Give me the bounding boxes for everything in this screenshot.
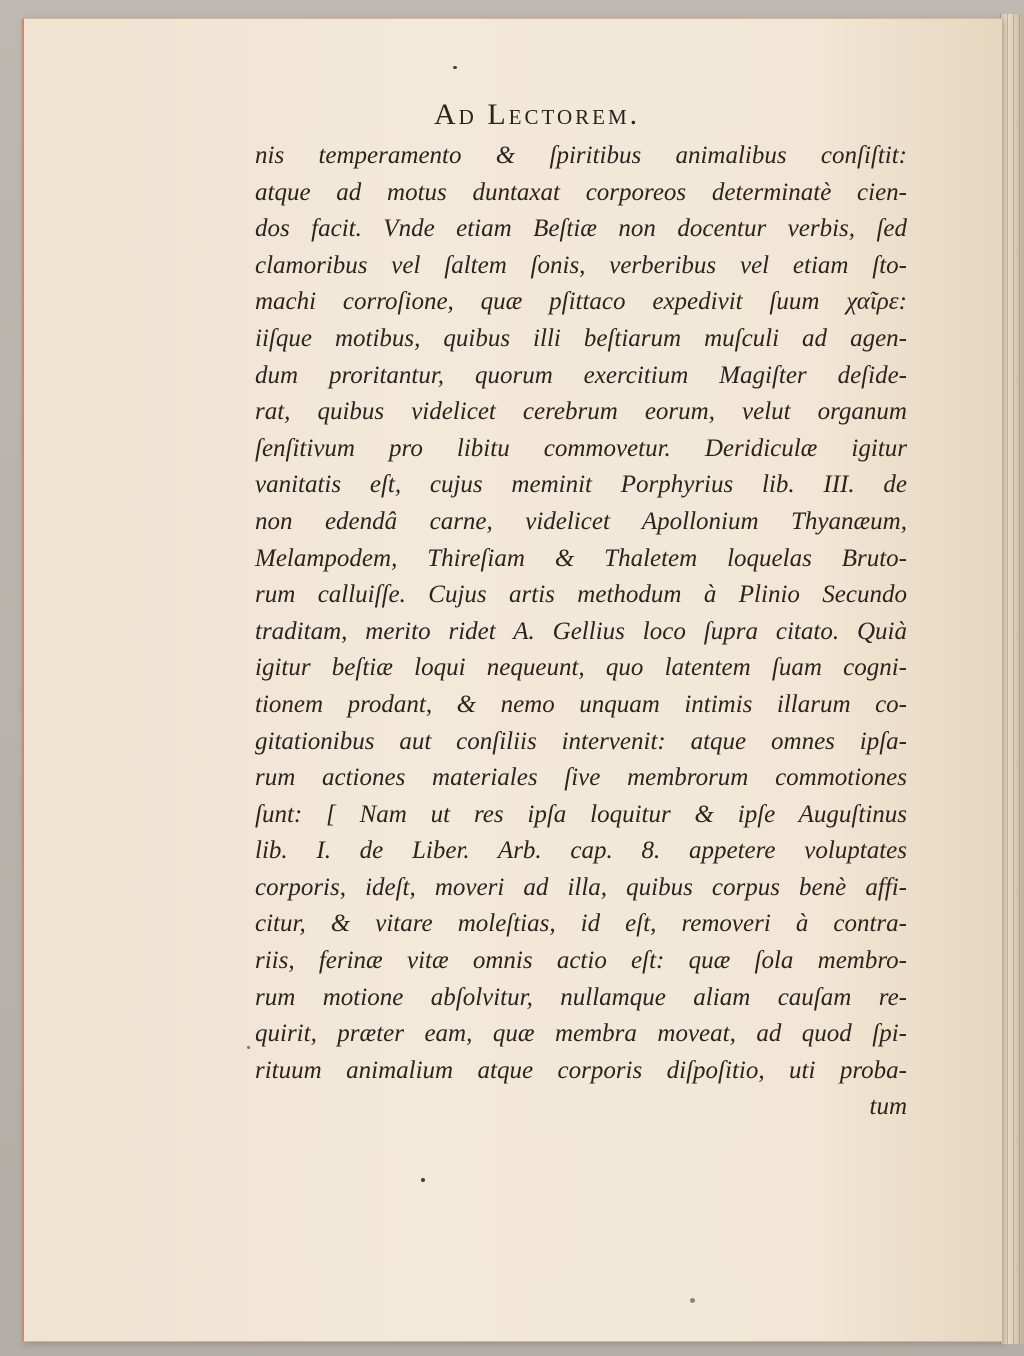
ink-speck: [453, 66, 457, 69]
text-line: non edendâ carne, videlicet Apollonium Thyanæum,: [255, 507, 907, 535]
text-line: rat, quibus videlicet cerebrum eorum, velut organum: [255, 398, 907, 426]
text-line: rum motione abſolvitur, nullamque aliam cauſam re-: [255, 983, 907, 1011]
text-line: ſunt: [ Nam ut res ipſa loquitur & ipſe Auguſtinus: [255, 800, 907, 828]
text-line: atque ad motus duntaxat corporeos determinatè cien-: [255, 178, 907, 206]
adjacent-page-edge: [1000, 14, 1024, 1344]
text-line: igitur beſtiæ loqui nequeunt, quo latentem ſuam cogni-: [255, 654, 907, 682]
text-line: gitationibus aut conſiliis intervenit: atque omnes ipſa-: [255, 727, 907, 755]
text-line: vanitatis eſt, cujus meminit Porphyrius lib. III. de: [255, 471, 907, 499]
text-line: iiſque motibus, quibus illi beſtiarum muſculi ad agen-: [255, 324, 907, 352]
ink-speck: [421, 1178, 425, 1182]
text-line: dum proritantur, quorum exercitium Magiſter deſide-: [255, 361, 907, 389]
text-line: Melampodem, Thireſiam & Thaletem loquelas Bruto-: [255, 544, 907, 572]
text-line: tionem prodant, & nemo unquam intimis illarum co-: [255, 690, 907, 718]
text-line: rum calluiſſe. Cujus artis methodum à Plinio Secundo: [255, 581, 907, 609]
text-line: clamoribus vel ſaltem ſonis, verberibus vel etiam ſto-: [255, 251, 907, 279]
text-line: ſenſitivum pro libitu commovetur. Deridiculæ igitur: [255, 434, 907, 462]
ink-speck: [247, 1046, 250, 1049]
text-line: traditam, merito ridet A. Gellius loco ſupra citato. Quià: [255, 617, 907, 645]
text-line: riis, ferinæ vitæ omnis actio eſt: quæ ſola membro-: [255, 947, 907, 975]
body-text: [255, 138, 907, 1126]
running-header: Ad Lectorem.: [434, 98, 641, 131]
text-line: nis temperamento & ſpiritibus animalibus conſiſtit:: [255, 142, 907, 169]
text-line: dos facit. Vnde etiam Beſtiæ non docentur verbis, ſed: [255, 215, 907, 243]
text-line: rituum animalium atque corporis diſpoſitio, uti proba-: [255, 1056, 907, 1084]
text-line: corporis, ideſt, moveri ad illa, quibus corpus benè affi-: [255, 873, 907, 901]
text-line: machi corroſione, quæ pſittaco expedivit ſuum χαῖρε:: [255, 288, 907, 316]
text-line: lib. I. de Liber. Arb. cap. 8. appetere voluptates: [255, 837, 907, 865]
catchword: tum: [869, 1093, 907, 1121]
text-line: quirit, præter eam, quæ membra moveat, ad quod ſpi-: [255, 1020, 907, 1048]
ink-speck: [690, 1298, 695, 1303]
text-line: rum actiones materiales ſive membrorum commotiones: [255, 764, 907, 792]
text-line: citur, & vitare moleſtias, id eſt, removeri à contra-: [255, 910, 907, 938]
